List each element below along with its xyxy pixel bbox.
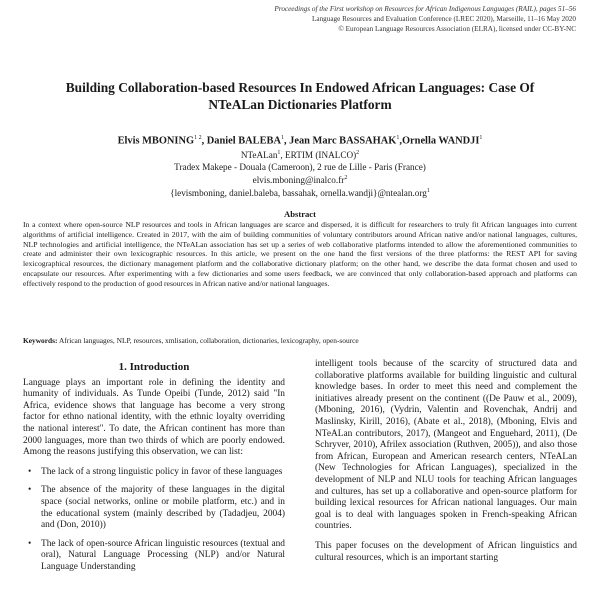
intro-paragraph-1: Language plays an important role in defining the identity and humanity of individuals. As Tunde Opeibi (Tunde, 2012) said "In Africa, evidence shows that language has become a very strong factor for ethno national identity, with the ethnic loyalty overriding the national interest". To date, the African continent has more than 2000 languages, more than two thirds of which are poorly endowed. Among the reasons justifying this observation, we can list: xyxy=(23,377,285,458)
section-heading-introduction: 1. Introduction xyxy=(118,361,190,373)
affiliation-1: NTeALan xyxy=(240,150,278,161)
author-4: Ornella WANDJI xyxy=(401,135,480,147)
list-item xyxy=(28,485,285,531)
author-1-sup: 1 2 xyxy=(194,135,202,141)
keywords xyxy=(23,336,577,345)
keywords-label: Keywords: xyxy=(23,336,58,345)
abstract-heading: Abstract xyxy=(284,209,316,219)
author-block xyxy=(40,133,560,199)
author-sep: , xyxy=(399,135,402,147)
right-column xyxy=(315,359,577,572)
header-line-3: © European Language Resources Association (ELRA), licensed under CC-BY-NC xyxy=(338,25,576,33)
bullet-icon: • xyxy=(28,538,32,549)
author-2: Daniel BALEBA xyxy=(206,135,281,147)
list-item-text: The absence of the majority of these languages in the digital space (social networks, online or mobile platform, etc.) and in the educational system (mainly described by (Tadadjeu, 2004) and (Don, 2010)) xyxy=(41,485,285,531)
address: Tradex Makepe - Douala (Cameroon), 2 rue de Lille - Paris (France) xyxy=(174,161,426,172)
affiliation-2: , ERTIM (INALCO) xyxy=(280,150,357,161)
paper-title: Building Collaboration-based Resources In Endowed African Languages: Case Of NTeALan Dictionaries Platform xyxy=(65,80,535,112)
list-item xyxy=(28,538,285,574)
reasons-list xyxy=(23,467,285,574)
author-2-sup: 1 xyxy=(280,135,284,141)
email-line-2 xyxy=(40,186,560,199)
author-sep: , xyxy=(283,135,290,147)
list-item-text: The lack of a strong linguistic policy in favor of these languages xyxy=(41,466,283,477)
author-1: Elvis MBONING xyxy=(117,135,195,147)
email-2-sup: 1 xyxy=(426,187,430,194)
intro-paragraph-2: intelligent tools because of the scarcity of structured data and collaborative platforms available for building linguistic and cultural knowledge bases. In order to meet this need and complement the initiatives already present on the continent ((De Pauw et al., 2009), (Mboning, 2016), (Vydrin, Valentin and Rovenchak, Andrij and Maslinsky, Kirill, 2016), (Abate et al., 2018), (Mboning, Elvis and NTeALan contributors, 2017), (Mangeot and Enguehard, 2011), (De Schryver, 2010), Afrilex association (Ruthven, 2005)), and also those from African, European and American research centers, NTeALan (New Technologies for African Languages), specialized in the development of NLP and NLU tools for teaching African languages and cultures, has set up a collaborative and open-source platform for building lexical resources for African national languages. Our main goal is to deal with languages spoken in French-speaking African countries. xyxy=(315,359,577,532)
intro-paragraph-3: This paper focuses on the development of African linguistics and cultural resources, which is an important starting xyxy=(315,540,577,563)
author-3: Jean Marc BASSAHAK xyxy=(289,135,397,147)
affiliation-1-sup: 1 xyxy=(277,150,281,157)
bullet-icon: • xyxy=(28,485,32,496)
author-sep: , xyxy=(201,135,207,147)
left-column xyxy=(23,362,285,581)
email-2[interactable]: {levismboning, daniel.baleba, bassahak, ornella.wandji}@ntealan.org xyxy=(170,187,427,198)
affiliation-2-sup: 2 xyxy=(356,150,360,157)
header-line-2: Language Resources and Evaluation Conference (LREC 2020), Marseille, 11–16 May 2020 xyxy=(312,15,576,23)
keywords-text: African languages, NLP, resources, xmlisation, collaboration, dictionaries, lexicography, open-source xyxy=(57,336,359,345)
affiliation xyxy=(40,148,560,161)
author-3-sup: 1 xyxy=(396,135,400,141)
email-line-1 xyxy=(40,173,560,186)
proceedings-header xyxy=(106,4,576,34)
list-item xyxy=(28,466,285,479)
bullet-icon: • xyxy=(28,466,32,477)
email-1-sup: 2 xyxy=(344,174,348,181)
email-1[interactable]: elvis.mboning@inalco.fr xyxy=(252,174,345,185)
list-item-text: The lack of open-source African linguistic resources (textual and oral), Natural Language Processing (NLP) and/or Natural Language Understanding xyxy=(41,538,285,572)
author-4-sup: 1 xyxy=(479,135,483,141)
author-names xyxy=(40,133,560,146)
header-line-1: Proceedings of the First workshop on Resources for African Indigenous Languages (RAIL), pages 51–56 xyxy=(274,5,576,13)
abstract-text: In a context where open-source NLP resources and tools in African languages are scarce and dispersed, it is difficult for researchers to truly fit African languages into current algorithms of artificial intelligence. Created in 2017, with the aim of building communities of voluntary contributors around African native and/or national languages, cultures, NLP technologies and artificial intelligence, the NTeALan association has set up a series of web collaborative platforms intended to allow the aforementioned communities to create and administer their own lexicographic resources. In this article, we present on the one hand the first versions of the three platforms: the REST API for saving lexicographical resources, the dictionary management platform and the collaborative dictionary platform; on the other hand, we describe the data format chosen and used to encapsulate our resources. After experimenting with a few dictionaries and some users feedback, we are convinced that only collaboration-based approach and platforms can effectively respond to the production of good resources in African native and/or national languages. xyxy=(23,220,577,288)
